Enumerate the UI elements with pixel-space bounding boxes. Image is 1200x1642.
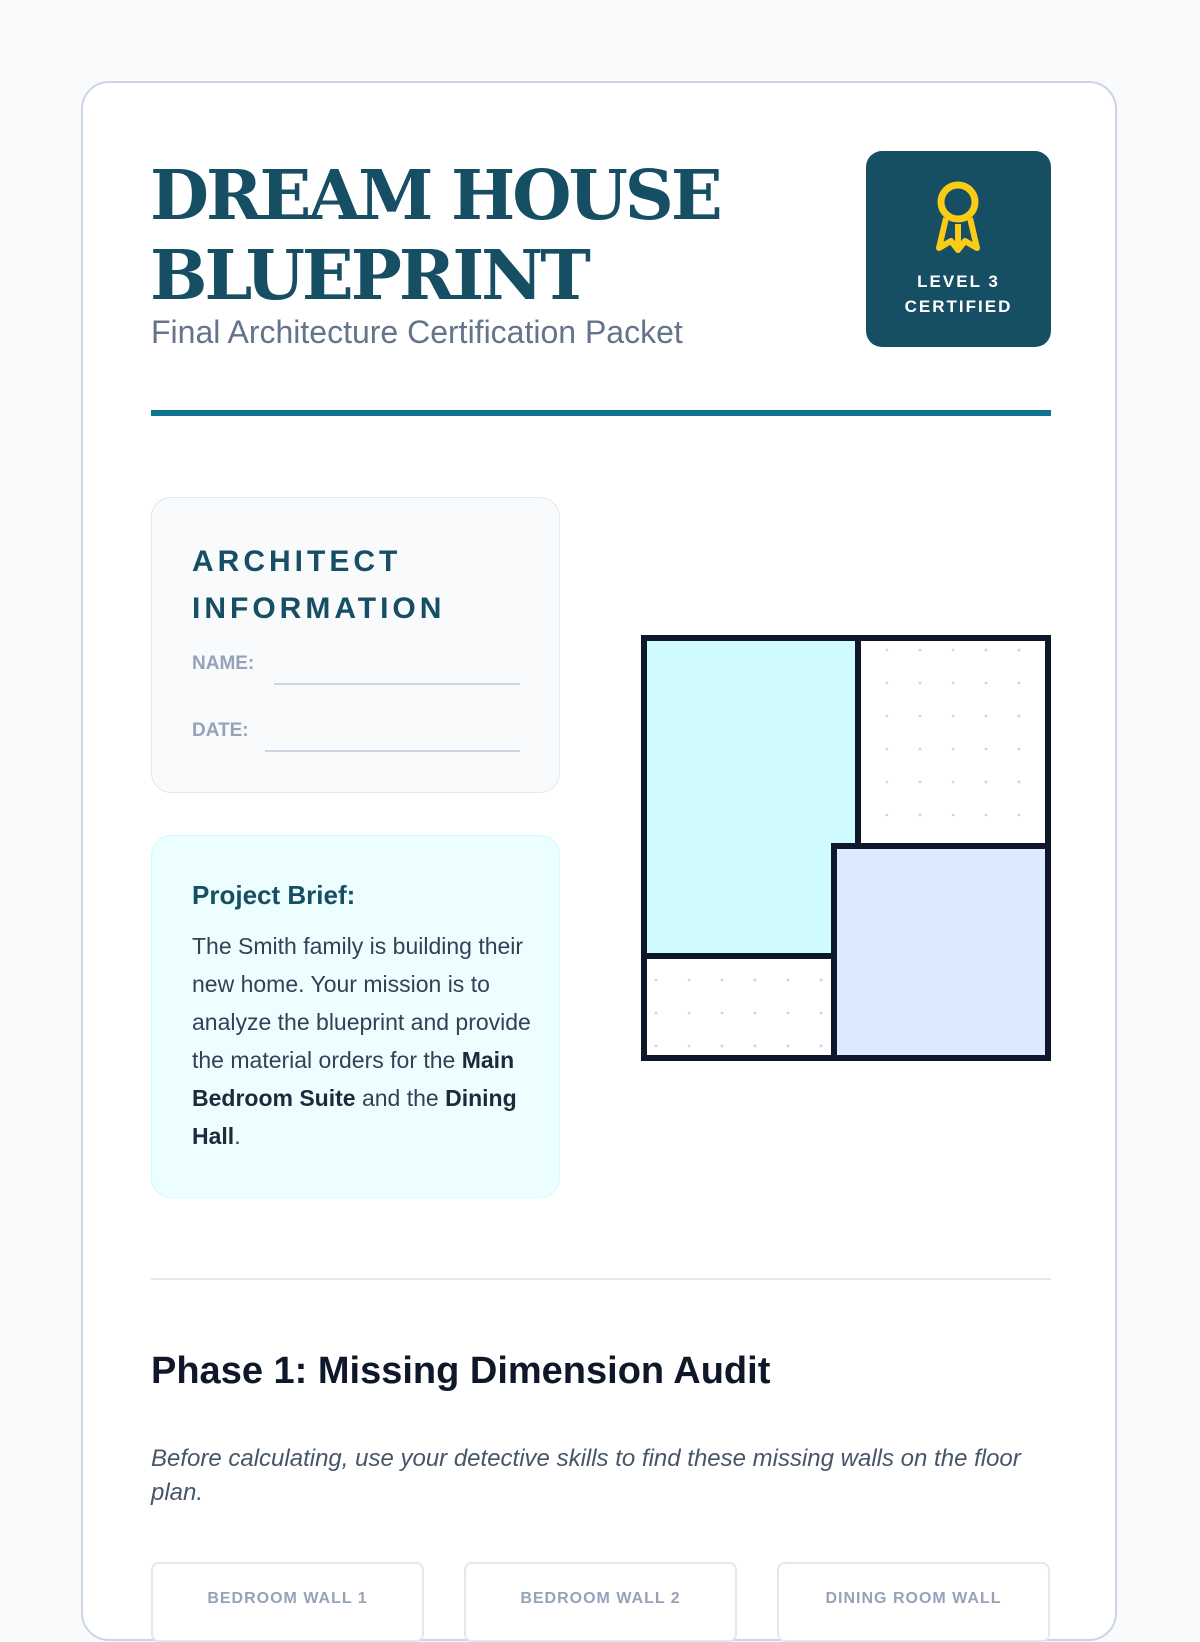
date-field[interactable] bbox=[265, 750, 520, 752]
project-brief-panel bbox=[151, 835, 560, 1198]
architect-info-panel bbox=[151, 497, 560, 793]
section-divider bbox=[151, 1278, 1051, 1280]
wall-card-label: BEDROOM WALL 2 bbox=[520, 1590, 681, 1607]
architect-heading-line-1: ARCHITECT bbox=[192, 545, 402, 578]
title-line-1: DREAM HOUSE bbox=[150, 156, 720, 236]
architect-heading-line-2: INFORMATION bbox=[192, 592, 446, 625]
wall-card-label: BEDROOM WALL 1 bbox=[207, 1590, 368, 1607]
phase1-description: Before calculating, use your detective skills to find these missing walls on the floor plan. bbox=[151, 1445, 1021, 1506]
wall-card-dining[interactable] bbox=[777, 1562, 1050, 1642]
brief-text-3: . bbox=[234, 1123, 241, 1149]
header-rule bbox=[151, 410, 1051, 416]
brief-bold-bedroom: Main Bedroom Suite bbox=[192, 1047, 515, 1111]
project-brief-heading: Project Brief: bbox=[192, 880, 356, 910]
badge-certified-text: CERTIFIED bbox=[904, 297, 1013, 316]
date-label: DATE: bbox=[192, 720, 249, 741]
architect-info-heading bbox=[192, 538, 522, 632]
floor-plan bbox=[640, 634, 1052, 1062]
room-dining-hall bbox=[834, 846, 1048, 1058]
brief-text-2: and the bbox=[355, 1085, 446, 1111]
name-field[interactable] bbox=[274, 683, 520, 685]
room-main-bedroom bbox=[644, 638, 858, 956]
room-dotted-lower bbox=[644, 956, 834, 1058]
title-line-2: BLUEPRINT bbox=[150, 236, 588, 316]
page-title bbox=[150, 156, 790, 316]
project-brief-text bbox=[192, 927, 532, 1155]
wall-card-label: DINING ROOM WALL bbox=[825, 1590, 1002, 1607]
wall-card-bedroom-2[interactable] bbox=[464, 1562, 737, 1642]
brief-bold-dining: Dining Hall bbox=[192, 1085, 517, 1149]
room-dotted-upper bbox=[858, 638, 1048, 846]
phase1-title: Phase 1: Missing Dimension Audit bbox=[151, 1350, 771, 1392]
wall-card-bedroom-1[interactable] bbox=[151, 1562, 424, 1642]
page-subtitle: Final Architecture Certification Packet bbox=[151, 314, 683, 350]
badge-level-text: LEVEL 3 bbox=[917, 272, 1000, 291]
certification-badge bbox=[866, 151, 1051, 347]
brief-text-1: The Smith family is building their new home. Your mission is to analyze the blueprint and provide the material orders for the bbox=[192, 933, 531, 1073]
award-ribbon-icon bbox=[932, 178, 984, 254]
name-label: NAME: bbox=[192, 653, 255, 674]
